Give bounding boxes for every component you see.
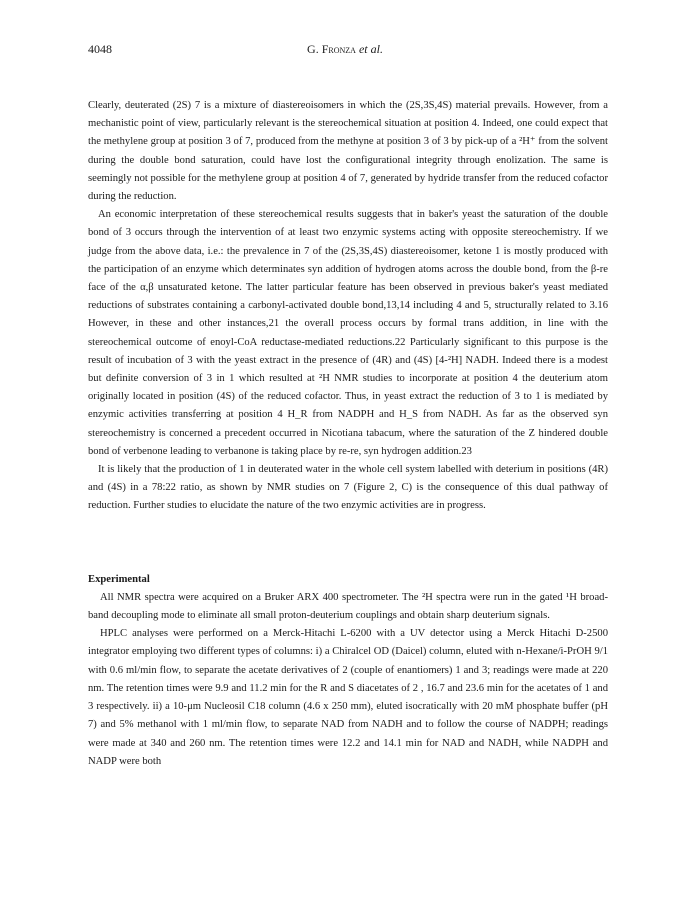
article-body (88, 97, 608, 771)
paragraph-stereochemistry: Clearly, deuterated (2S) 7 is a mixture of diastereoisomers in which the (2S,3S,4S) material prevails. However, from a mechanistic point of view, particularly relevant is the stereochemical situation at position 4. Indeed, one could expect that the methylene group at position 3 of 7, produced from the methyne at position 3 of 3 by pick-up of a ²H⁺ from the solvent during the double bond saturation, could have lost the configurational integrity through enolization. The same is seemingly not possible for the methylene group at position 4 of 7, generated by hydride transfer from the reduced cofactor during the reduction. (88, 100, 608, 203)
page-number: 4048 (88, 42, 112, 56)
author-initial: G. (307, 42, 322, 56)
running-header (88, 40, 602, 58)
paragraph-interpretation: An economic interpretation of these stereochemical results suggests that in baker's yeast the saturation of the double bond of 3 occurs through the intervention of at least two enzymic systems acting with opposite stereochemistry. If we judge from the above data, i.e.: the prevalence in 7 of the (2S,3S,4S) diastereoisomer, ketone 1 is mostly produced with the participation of an enzyme which determinates syn addition of hydrogen atoms across the double bond, from the β-re face of the α,β unsaturated ketone. The latter particular feature has been observed in previous baker's yeast mediated reductions of substrates containing a carbonyl-activated double bond,13,14 including 4 and 5, structurally related to 3.16 However, in these and other instances,21 the overall process occurs by formal trans addition, in line with the stereochemical outcome of enoyl-CoA reductase-mediated reductions.22 Particularly significant to this purpose is the result of incubation of 3 with the yeast extract in the presence of (4R) and (4S) [4-²H] NADH. Indeed there is a modest but definite conversion of 3 in 1 which resulted at ²H NMR studies to incorporate at position 4 the deuterium atom originally located in position (4S) of the reduced cofactor. Thus, in yeast extract the reduction of 3 to 1 is mediated by enzymic activities transferring at position 4 H_R from NADPH and H_S from NADH. As far as the observed syn stereochemistry is concerned a precedent occurred in Nicotiana tabacum, where the saturation of the Z hindered double bond of verbenone leading to verbanone is taking place by re-re, syn hydrogen addition.23 (88, 209, 608, 457)
author-suffix: et al. (355, 42, 383, 56)
running-head-authors (88, 40, 602, 58)
paragraph-dual-pathway: It is likely that the production of 1 in deuterated water in the whole cell system labelled with deterium in positions (4R) and (4S) in a 78:22 ratio, as shown by NMR studies on 7 (Figure 2, C) is the consequence of this dual pathway of reduction. Further studies to elucidate the nature of the two enzymic activities are in progress. (88, 464, 608, 512)
section-heading-experimental: Experimental (88, 573, 150, 585)
paragraph-nmr: All NMR spectra were acquired on a Bruker ARX 400 spectrometer. The ²H spectra were run in the gated ¹H broad-band decoupling mode to eliminate all small proton-deuterium couplings and obtain sharp deuterium signals. (88, 591, 608, 622)
paragraph-hplc: HPLC analyses were performed on a Merck-Hitachi L-6200 with a UV detector using a Merck Hitachi D-2500 integrator employing two different types of columns: i) a Chiralcel OD (Daicel) column, eluted with n-Hexane/i-PrOH 9/1 with 0.6 ml/min flow, to separate the acetate derivatives of 2 (couple of enantiomers) 1 and 3; readings were made at 220 nm. The retention times were 9.9 and 11.2 min for the R and S diacetates of 2 , 16.7 and 23.6 min for the acetates of 1 and 3 respectively. ii) a 10-μm Nucleosil C18 column (4.6 x 250 mm), eluted isocratically with 20 mM phosphate buffer (pH 7) and 5% methanol with 1 ml/min flow, to separate NAD from NADH and to follow the course of NADPH; readings were made at 340 and 260 nm. The retention times were 12.2 and 14.1 min for NAD and NADH, while NADPH and NADP were both (88, 628, 608, 767)
author-surname: Fronza (321, 42, 356, 56)
